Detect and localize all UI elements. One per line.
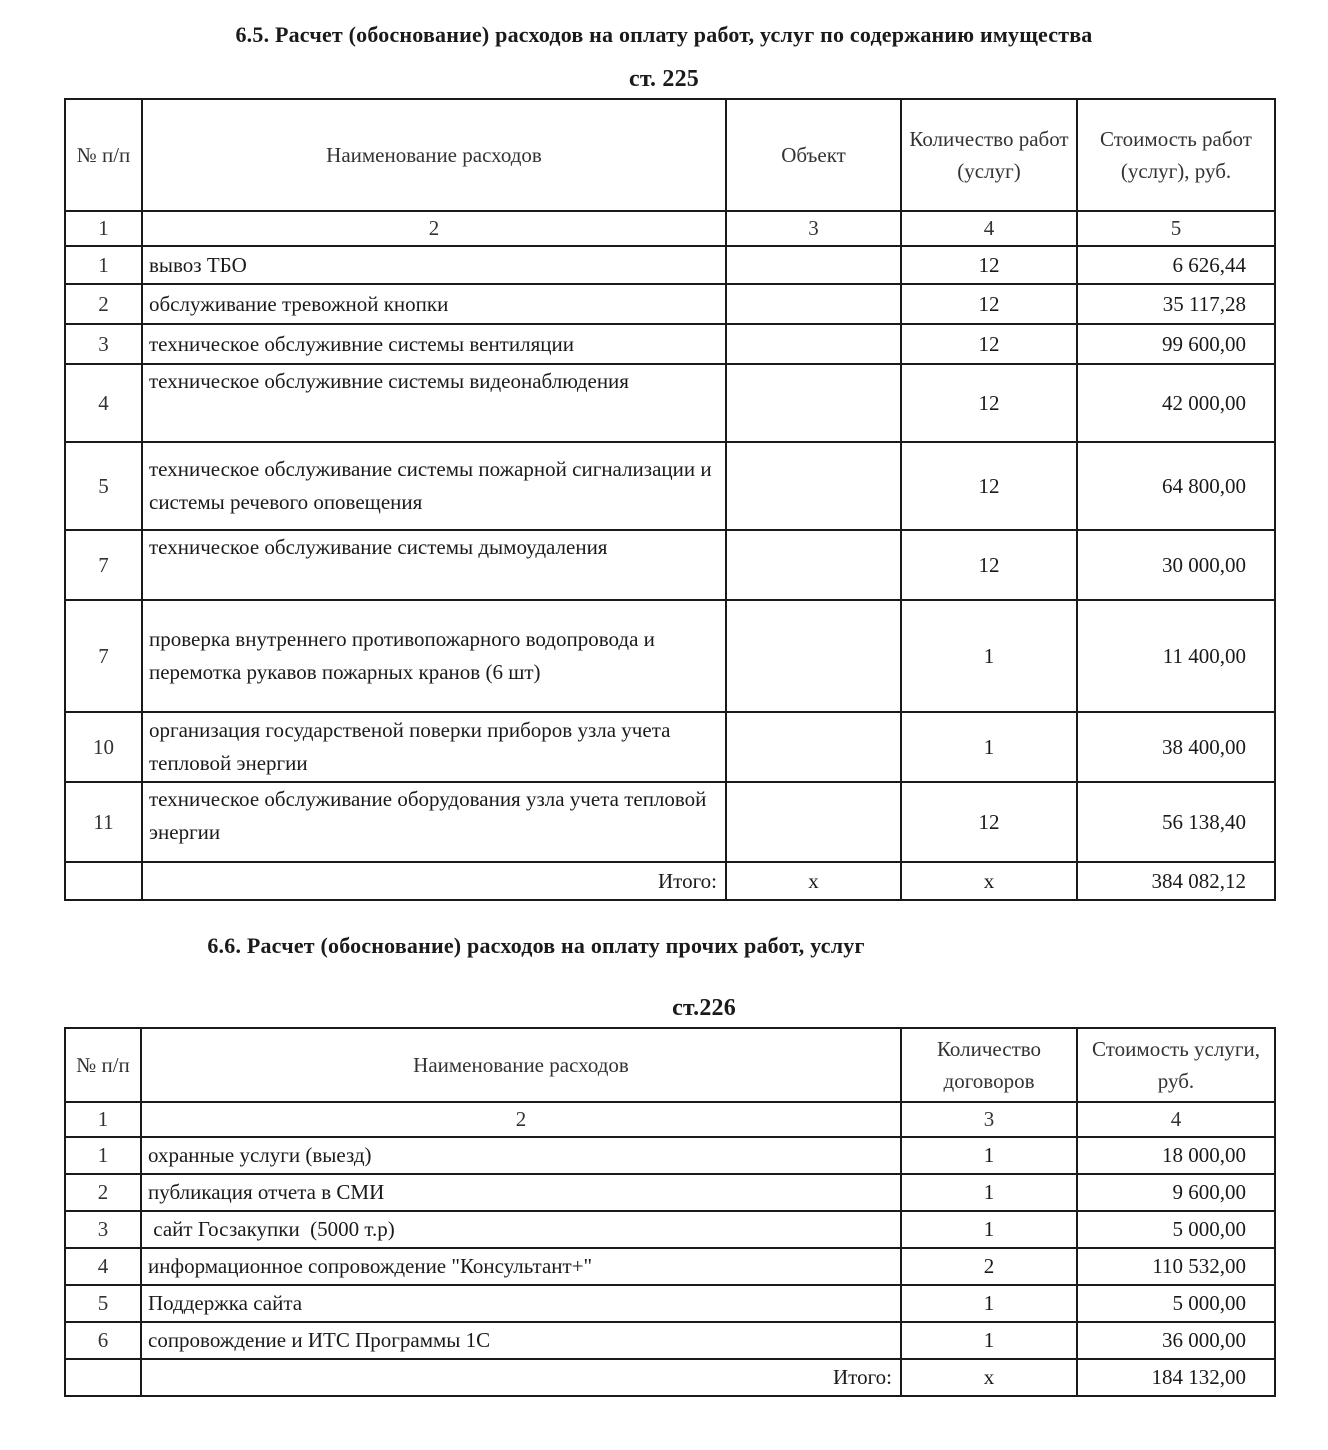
total-qty: х bbox=[901, 1359, 1077, 1396]
row-qty: 12 bbox=[901, 530, 1077, 600]
table-header-row bbox=[65, 1028, 1275, 1102]
header-name: Наименование расходов bbox=[141, 1028, 901, 1102]
column-number-row bbox=[65, 211, 1275, 246]
row-number: 3 bbox=[65, 1211, 141, 1248]
col-number: 5 bbox=[1077, 211, 1275, 246]
row-number: 5 bbox=[65, 442, 142, 530]
table-row bbox=[65, 530, 1275, 600]
row-name: техническое обслуживние системы вентиляции bbox=[142, 324, 726, 364]
row-cost: 30 000,00 bbox=[1077, 530, 1275, 600]
header-num: № п/п bbox=[65, 99, 142, 211]
row-qty: 1 bbox=[901, 1211, 1077, 1248]
table-row bbox=[65, 284, 1275, 324]
row-cost: 42 000,00 bbox=[1077, 364, 1275, 442]
row-name: охранные услуги (выезд) bbox=[141, 1137, 901, 1174]
table-row bbox=[65, 1248, 1275, 1285]
header-object: Объект bbox=[726, 99, 901, 211]
header-cost: Стоимость услуги, руб. bbox=[1077, 1028, 1275, 1102]
row-cost: 35 117,28 bbox=[1077, 284, 1275, 324]
total-cost: 384 082,12 bbox=[1077, 862, 1275, 900]
row-object bbox=[726, 782, 901, 862]
row-name: проверка внутреннего противопожарного водопровода и перемотка рукавов пожарных кранов (6 шт) bbox=[142, 600, 726, 712]
total-empty-cell bbox=[65, 1359, 141, 1396]
col-number: 1 bbox=[65, 211, 142, 246]
row-cost: 110 532,00 bbox=[1077, 1248, 1275, 1285]
table-header-row bbox=[65, 99, 1275, 211]
row-name: обслуживание тревожной кнопки bbox=[142, 284, 726, 324]
table-row bbox=[65, 442, 1275, 530]
row-cost: 5 000,00 bbox=[1077, 1285, 1275, 1322]
row-cost: 5 000,00 bbox=[1077, 1211, 1275, 1248]
row-number: 10 bbox=[65, 712, 142, 782]
header-num: № п/п bbox=[65, 1028, 141, 1102]
row-object bbox=[726, 712, 901, 782]
row-cost: 38 400,00 bbox=[1077, 712, 1275, 782]
row-name: сопровождение и ИТС Программы 1С bbox=[141, 1322, 901, 1359]
row-number: 2 bbox=[65, 1174, 141, 1211]
row-object bbox=[726, 442, 901, 530]
row-number: 1 bbox=[65, 246, 142, 284]
col-number: 2 bbox=[142, 211, 726, 246]
header-qty: Количество работ (услуг) bbox=[901, 99, 1077, 211]
row-qty: 1 bbox=[901, 1285, 1077, 1322]
row-cost: 56 138,40 bbox=[1077, 782, 1275, 862]
row-cost: 9 600,00 bbox=[1077, 1174, 1275, 1211]
row-cost: 36 000,00 bbox=[1077, 1322, 1275, 1359]
table-row bbox=[65, 782, 1275, 862]
col-number: 4 bbox=[901, 211, 1077, 246]
row-number: 11 bbox=[65, 782, 142, 862]
row-name: публикация отчета в СМИ bbox=[141, 1174, 901, 1211]
row-number: 7 bbox=[65, 600, 142, 712]
section2-subtitle: ст.226 bbox=[672, 995, 736, 1021]
row-qty: 1 bbox=[901, 1174, 1077, 1211]
table-row bbox=[65, 600, 1275, 712]
table-row bbox=[65, 1285, 1275, 1322]
header-name: Наименование расходов bbox=[142, 99, 726, 211]
row-qty: 12 bbox=[901, 364, 1077, 442]
row-object bbox=[726, 324, 901, 364]
total-qty: х bbox=[901, 862, 1077, 900]
table-row bbox=[65, 1174, 1275, 1211]
row-name: сайт Госзакупки (5000 т.р) bbox=[141, 1211, 901, 1248]
total-row bbox=[65, 1359, 1275, 1396]
header-cost: Стоимость работ (услуг), руб. bbox=[1077, 99, 1275, 211]
row-number: 5 bbox=[65, 1285, 141, 1322]
column-number-row bbox=[65, 1102, 1275, 1137]
row-qty: 12 bbox=[901, 284, 1077, 324]
row-number: 1 bbox=[65, 1137, 141, 1174]
row-number: 6 bbox=[65, 1322, 141, 1359]
table-row bbox=[65, 712, 1275, 782]
row-number: 4 bbox=[65, 364, 142, 442]
row-cost: 18 000,00 bbox=[1077, 1137, 1275, 1174]
section1-subtitle: ст. 225 bbox=[628, 66, 700, 92]
row-cost: 64 800,00 bbox=[1077, 442, 1275, 530]
row-number: 4 bbox=[65, 1248, 141, 1285]
row-qty: 1 bbox=[901, 712, 1077, 782]
row-cost: 11 400,00 bbox=[1077, 600, 1275, 712]
table-row bbox=[65, 1211, 1275, 1248]
row-name: техническое обслуживание оборудования узла учета тепловой энергии bbox=[142, 782, 726, 862]
table-225 bbox=[64, 98, 1276, 901]
total-cost: 184 132,00 bbox=[1077, 1359, 1275, 1396]
table-row bbox=[65, 246, 1275, 284]
total-object: х bbox=[726, 862, 901, 900]
table-row bbox=[65, 324, 1275, 364]
row-qty: 1 bbox=[901, 1137, 1077, 1174]
row-object bbox=[726, 530, 901, 600]
row-number: 3 bbox=[65, 324, 142, 364]
section1-title: 6.5. Расчет (обоснование) расходов на оплату работ, услуг по содержанию имущества bbox=[235, 22, 1093, 47]
row-name: информационное сопровождение "Консультант+" bbox=[141, 1248, 901, 1285]
row-cost: 6 626,44 bbox=[1077, 246, 1275, 284]
header-qty: Количество договоров bbox=[901, 1028, 1077, 1102]
row-qty: 1 bbox=[901, 1322, 1077, 1359]
table-226 bbox=[64, 1027, 1276, 1397]
row-name: Поддержка сайта bbox=[141, 1285, 901, 1322]
total-label: Итого: bbox=[142, 862, 726, 900]
row-qty: 12 bbox=[901, 324, 1077, 364]
row-name: вывоз ТБО bbox=[142, 246, 726, 284]
col-number: 4 bbox=[1077, 1102, 1275, 1137]
row-number: 2 bbox=[65, 284, 142, 324]
row-qty: 2 bbox=[901, 1248, 1077, 1285]
row-qty: 12 bbox=[901, 246, 1077, 284]
section2-title: 6.6. Расчет (обоснование) расходов на оплату прочих работ, услуг bbox=[207, 933, 865, 958]
table-row bbox=[65, 1137, 1275, 1174]
col-number: 3 bbox=[901, 1102, 1077, 1137]
row-name: техническое обслуживание системы дымоудаления bbox=[142, 530, 726, 600]
row-object bbox=[726, 600, 901, 712]
total-label: Итого: bbox=[141, 1359, 901, 1396]
total-empty-cell bbox=[65, 862, 142, 900]
row-name: техническое обслуживние системы видеонаблюдения bbox=[142, 364, 726, 442]
row-qty: 12 bbox=[901, 442, 1077, 530]
col-number: 3 bbox=[726, 211, 901, 246]
row-number: 7 bbox=[65, 530, 142, 600]
table-row bbox=[65, 364, 1275, 442]
row-name: техническое обслуживание системы пожарной сигнализации и системы речевого оповещения bbox=[142, 442, 726, 530]
table-row bbox=[65, 1322, 1275, 1359]
row-object bbox=[726, 246, 901, 284]
row-cost: 99 600,00 bbox=[1077, 324, 1275, 364]
row-object bbox=[726, 284, 901, 324]
row-object bbox=[726, 364, 901, 442]
row-qty: 12 bbox=[901, 782, 1077, 862]
col-number: 1 bbox=[65, 1102, 141, 1137]
row-name: организация государственой поверки приборов узла учета тепловой энергии bbox=[142, 712, 726, 782]
row-qty: 1 bbox=[901, 600, 1077, 712]
total-row bbox=[65, 862, 1275, 900]
col-number: 2 bbox=[141, 1102, 901, 1137]
